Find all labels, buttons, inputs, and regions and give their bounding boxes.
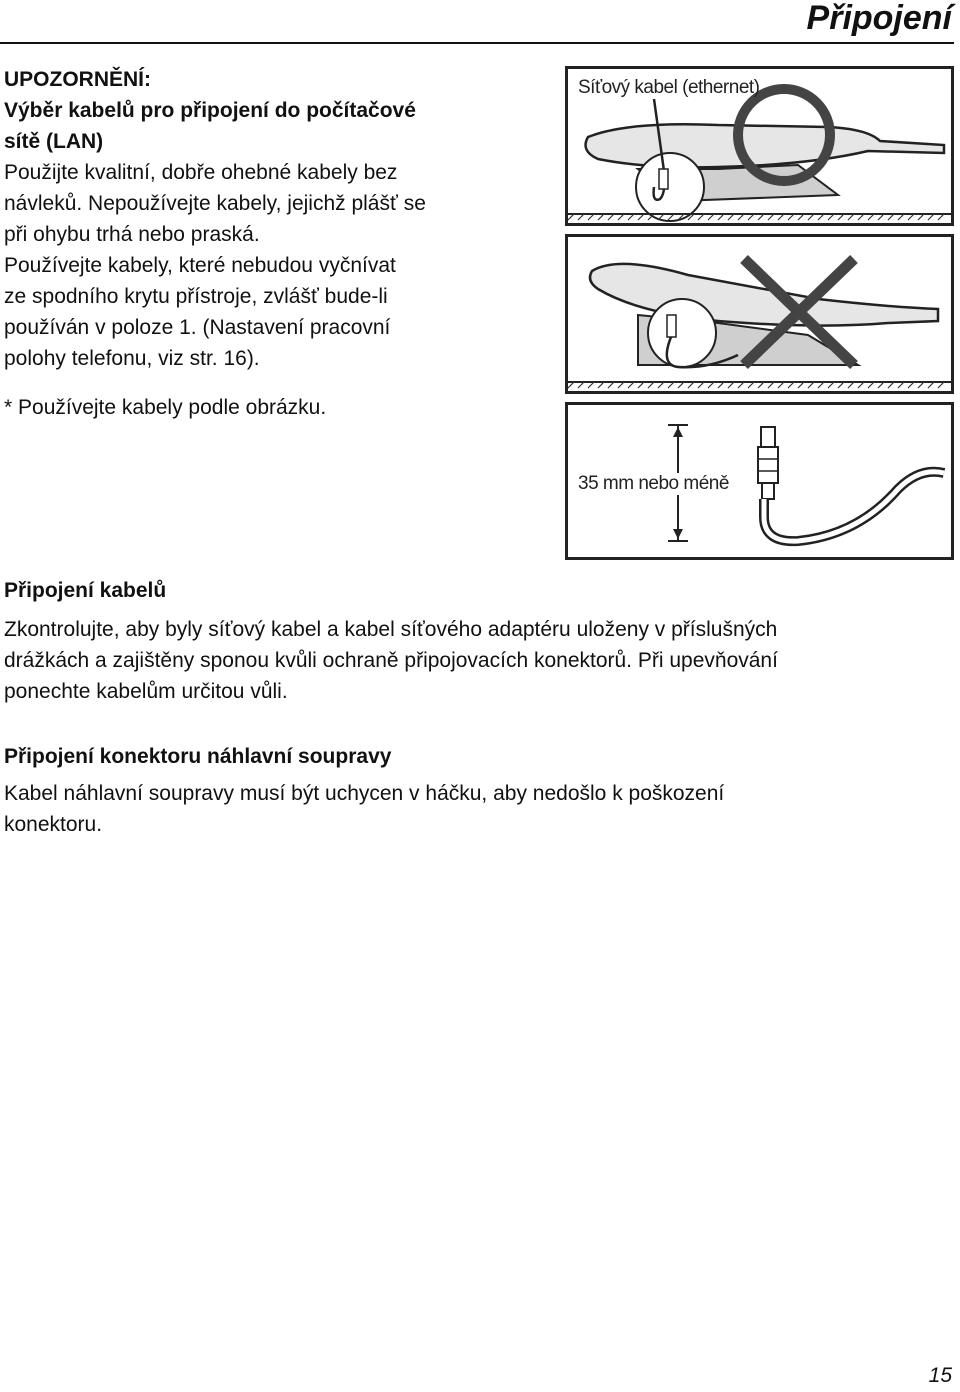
section-line: Kabel náhlavní soupravy musí být uchycen v háčku, aby nedošlo k poškození xyxy=(4,782,725,805)
page-title: Připojení xyxy=(806,0,952,37)
caution-heading: UPOZORNĚNÍ: xyxy=(4,68,151,91)
section-heading-cables: Připojení kabelů xyxy=(4,579,167,602)
caution-subheading-line-1: Výběr kabelů pro připojení do počítačové xyxy=(4,99,416,122)
phone-incorrect-illustration xyxy=(568,237,951,391)
section-line: ponechte kabelům určitou vůli. xyxy=(4,680,288,703)
section-line: drážkách a zajištěny sponou kvůli ochraně připojovacích konektorů. Při upevňování xyxy=(4,649,778,672)
header-rule xyxy=(0,42,954,44)
caution-line: návleků. Nepoužívejte kabely, jejichž plášť se xyxy=(4,192,426,215)
section-text-cables xyxy=(4,614,934,707)
figure-incorrect-routing xyxy=(565,234,954,394)
section-heading-headset: Připojení konektoru náhlavní soupravy xyxy=(4,745,392,768)
length-label: 35 mm nebo méně xyxy=(578,473,729,494)
figure-note: * Používejte kabely podle obrázku. xyxy=(4,396,327,419)
caution-line: při ohybu trhá nebo praská. xyxy=(4,223,260,246)
section-text-headset xyxy=(4,778,934,840)
caution-line: polohy telefonu, viz str. 16). xyxy=(4,347,260,370)
figure-correct-routing xyxy=(565,66,954,226)
caution-line: Používejte kabely, které nebudou vyčnívat xyxy=(4,254,396,277)
figure-connector-length xyxy=(565,402,954,560)
section-line: konektoru. xyxy=(4,813,103,836)
caution-line: Použijte kvalitní, dobře ohebné kabely bez xyxy=(4,161,398,184)
caution-block xyxy=(4,64,534,374)
page-number: 15 xyxy=(928,1364,952,1387)
section-line: Zkontrolujte, aby byly síťový kabel a kabel síťového adaptéru uloženy v příslušných xyxy=(4,618,778,641)
caution-subheading-line-2: sítě (LAN) xyxy=(4,130,104,153)
caution-line: používán v poloze 1. (Nastavení pracovní xyxy=(4,316,391,339)
ethernet-cable-label: Síťový kabel (ethernet) xyxy=(578,77,760,98)
caution-line: ze spodního krytu přístroje, zvlášť bude-li xyxy=(4,285,388,308)
